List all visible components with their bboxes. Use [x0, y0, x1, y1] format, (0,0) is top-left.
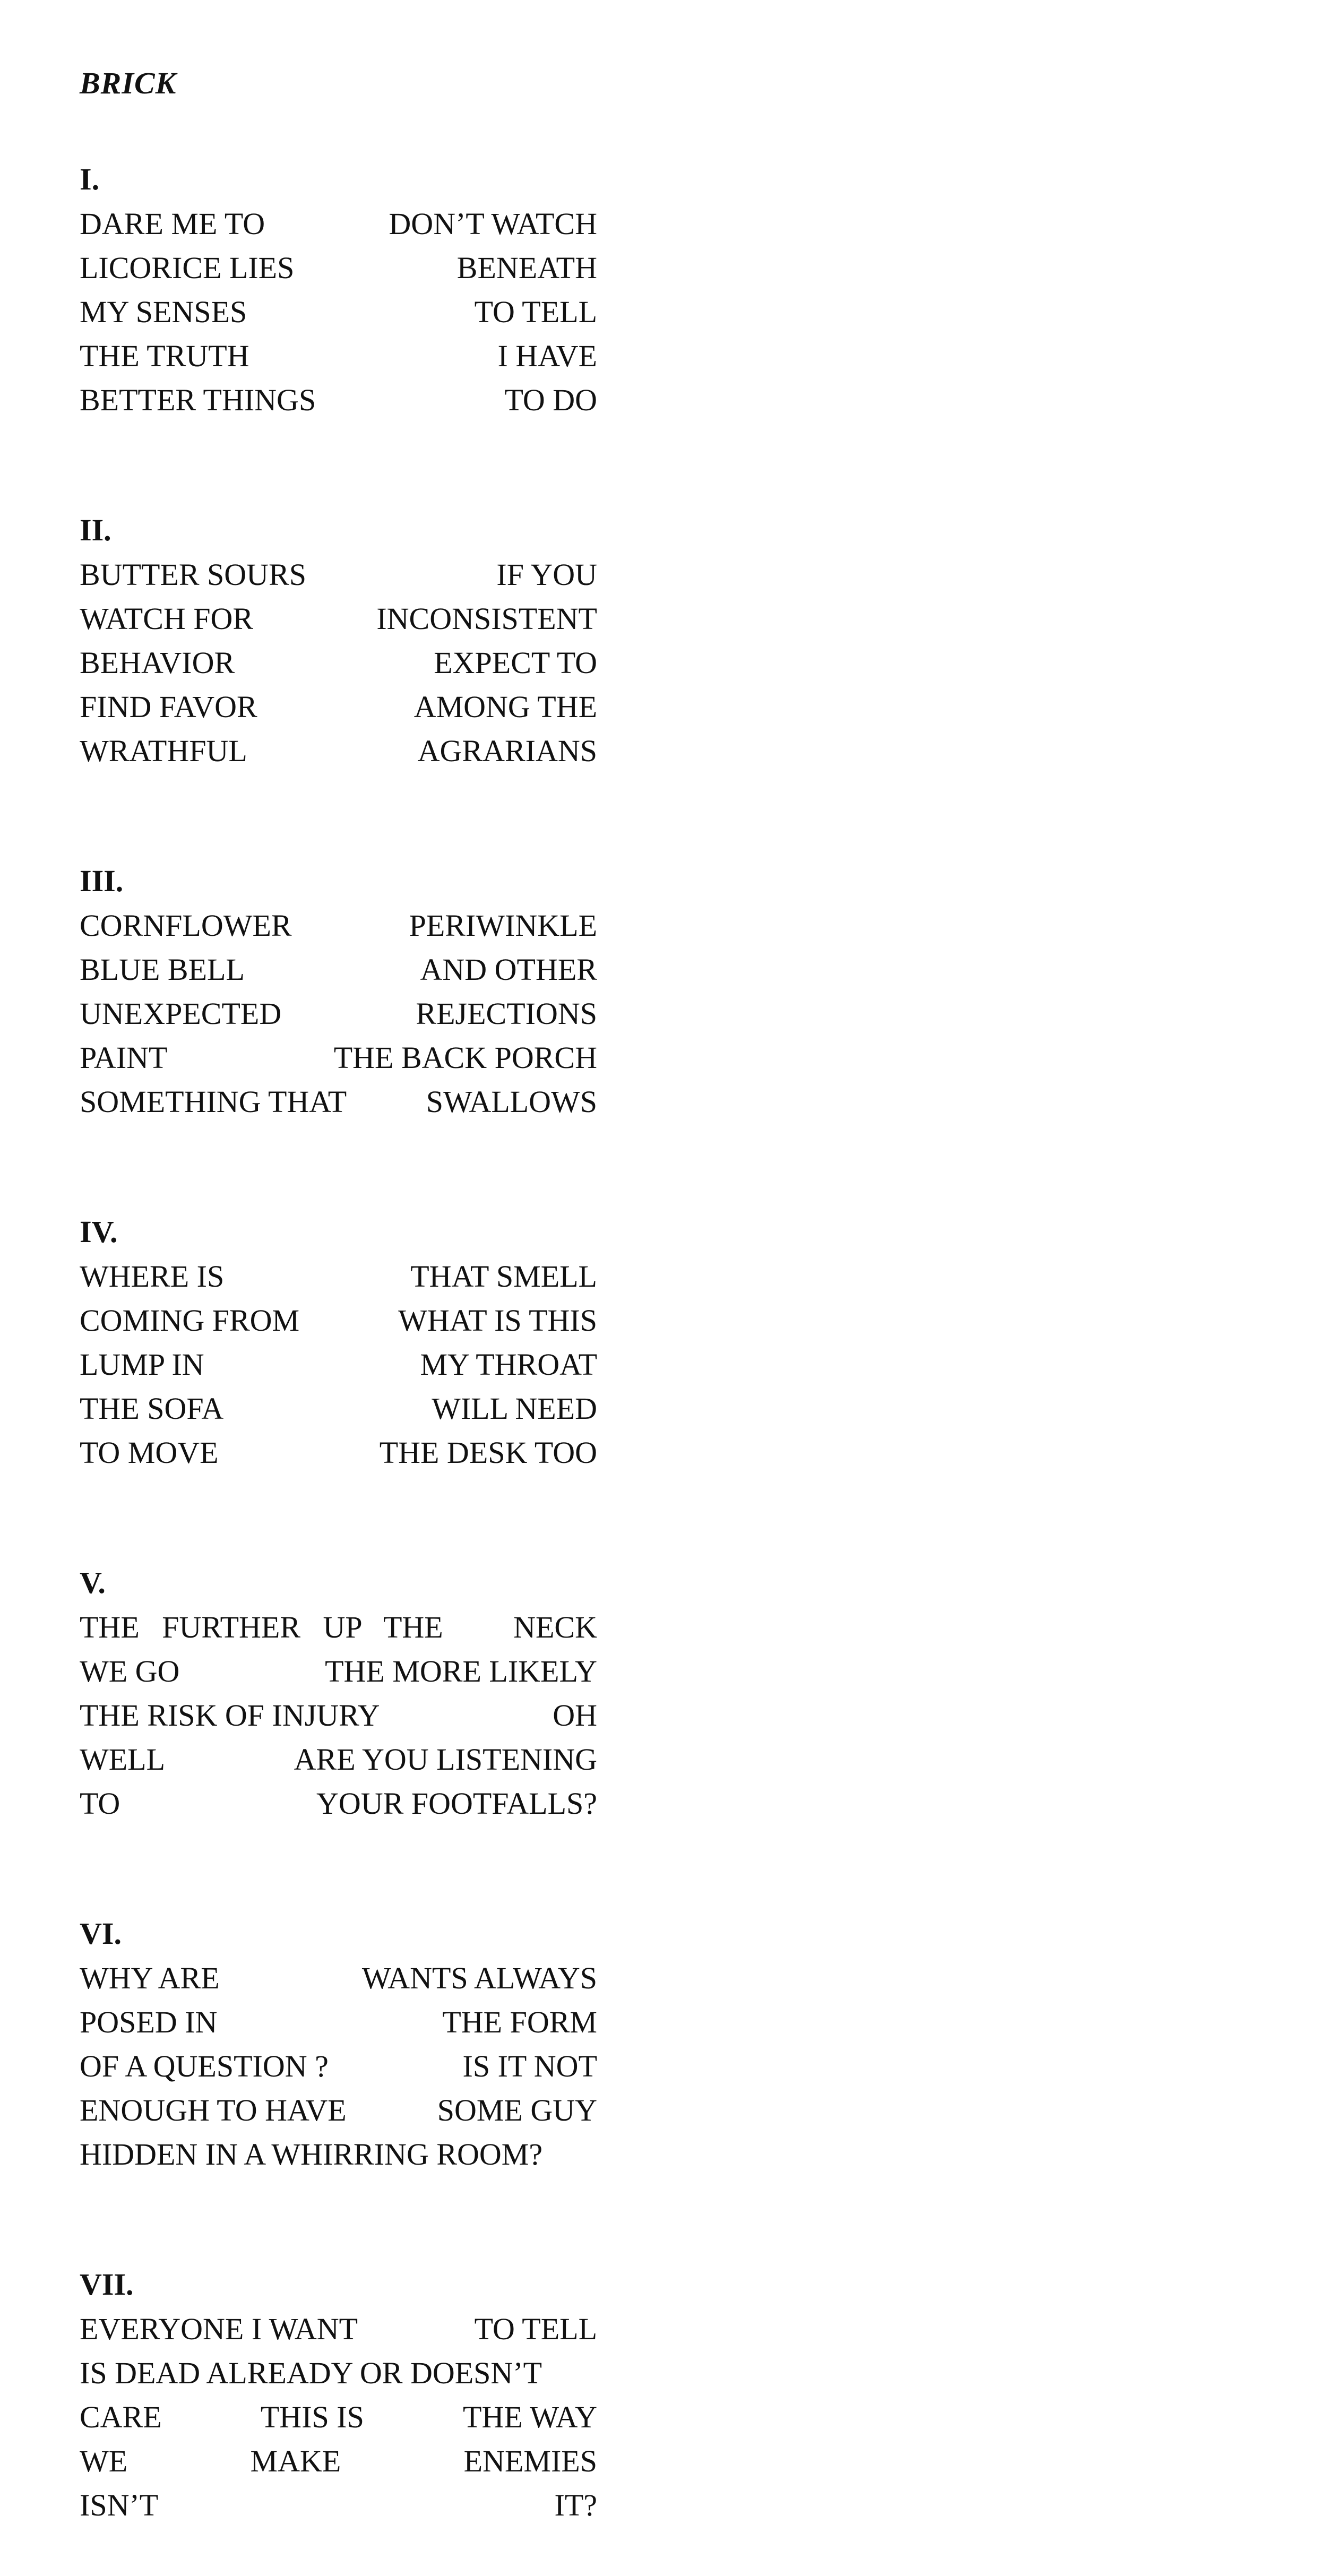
- line-right: WANTS ALWAYS: [361, 1961, 597, 1995]
- poem-line: [80, 1649, 597, 1693]
- line-right: AMONG THE: [413, 690, 597, 724]
- line-left: ENOUGH TO HAVE: [80, 2093, 347, 2127]
- line-left: TO: [80, 1786, 120, 1821]
- stanza-numeral: III.: [80, 864, 124, 898]
- line-left: THE FURTHER UP THE: [80, 1610, 443, 1644]
- line-right: AND OTHER: [420, 952, 597, 987]
- line-right: MY THROAT: [420, 1347, 597, 1382]
- line-right: THAT SMELL: [410, 1259, 597, 1294]
- line-left: EVERYONE I WANT: [80, 2312, 358, 2346]
- poem-line: [80, 1431, 597, 1475]
- line-right: YOUR FOOTFALLS?: [316, 1786, 597, 1821]
- stanza-numeral: V.: [80, 1565, 106, 1600]
- line-left: WELL: [80, 1742, 166, 1777]
- poem-line: [80, 2439, 597, 2483]
- poem-line: [80, 378, 597, 422]
- poem-line: [80, 1781, 597, 1825]
- poem-line: [80, 903, 597, 947]
- line-right: AGRARIANS: [417, 734, 597, 768]
- line-left: LICORICE LIES: [80, 251, 295, 285]
- poem-line: [80, 1386, 597, 1431]
- line-left: UNEXPECTED: [80, 996, 282, 1031]
- poem-line: [80, 1036, 597, 1080]
- line-left: COMING FROM: [80, 1303, 300, 1338]
- line-right: NECK: [513, 1610, 597, 1644]
- line-right: THE DESK TOO: [379, 1435, 597, 1470]
- poem-line: [80, 729, 597, 773]
- poem-line: [80, 1342, 597, 1386]
- line-right: IT?: [554, 2488, 597, 2522]
- poem-line: [80, 1737, 597, 1781]
- stanza-5: [80, 1561, 597, 1825]
- line-right: WHAT IS THIS: [398, 1303, 597, 1338]
- line-right: PERIWINKLE: [409, 908, 597, 943]
- line-left: CORNFLOWER: [80, 908, 292, 943]
- line-right: TO TELL: [474, 295, 597, 329]
- line-left: MY SENSES: [80, 295, 247, 329]
- poem-line: [80, 641, 597, 685]
- line-left: SOMETHING THAT: [80, 1084, 347, 1119]
- line-right: THE MORE LIKELY: [325, 1654, 597, 1688]
- stanza-7: [80, 2262, 597, 2527]
- poem-line: [80, 597, 597, 641]
- line-right: ARE YOU LISTENING: [294, 1742, 597, 1777]
- line-middle: MAKE: [250, 2444, 341, 2478]
- line-right: THE BACK PORCH: [333, 1040, 597, 1075]
- line-left: DARE ME TO: [80, 206, 265, 241]
- stanza-numeral: VII.: [80, 2267, 134, 2302]
- stanza-numeral: II.: [80, 513, 111, 547]
- line-left: POSED IN: [80, 2005, 218, 2039]
- poem-line: [80, 2088, 597, 2132]
- line-right: BENEATH: [456, 251, 597, 285]
- poem-line: [80, 947, 597, 992]
- poem-line: [80, 1080, 597, 1124]
- line-left: TO MOVE: [80, 1435, 219, 1470]
- line-right: IS IT NOT: [462, 2049, 597, 2083]
- poem-line: [80, 334, 597, 378]
- stanza-3: [80, 859, 597, 1124]
- line-left: WE: [80, 2444, 128, 2478]
- line-left: LUMP IN: [80, 1347, 204, 1382]
- poem-line: [80, 1254, 597, 1298]
- line-left: FIND FAVOR: [80, 690, 257, 724]
- line-left: WE GO: [80, 1654, 180, 1688]
- poem-line: [80, 992, 597, 1036]
- line-left: BEHAVIOR: [80, 645, 235, 680]
- line-left: BLUE BELL: [80, 952, 245, 987]
- poem-line: [80, 2483, 597, 2527]
- stanza-1: [80, 157, 597, 422]
- line-right: SOME GUY: [437, 2093, 597, 2127]
- line-right: TO TELL: [474, 2312, 597, 2346]
- poem-line: [80, 1956, 597, 2000]
- line-right: SWALLOWS: [426, 1084, 597, 1119]
- line-left: PAINT: [80, 1040, 168, 1075]
- line-left: WATCH FOR: [80, 601, 254, 636]
- poem-line: [80, 290, 597, 334]
- poem-line: [80, 2132, 597, 2176]
- line-right: TO DO: [504, 383, 597, 417]
- line-right: I HAVE: [497, 339, 597, 373]
- poem-line: [80, 1693, 597, 1737]
- line-right: WILL NEED: [432, 1391, 597, 1426]
- line-left: OF A QUESTION ?: [80, 2049, 329, 2083]
- poem-line: [80, 2351, 597, 2395]
- poem-line: [80, 246, 597, 290]
- line-middle: THIS IS: [260, 2400, 364, 2434]
- line-right: INCONSISTENT: [376, 601, 597, 636]
- line-left: THE TRUTH: [80, 339, 249, 373]
- stanza-numeral: I.: [80, 162, 100, 196]
- line-left: BUTTER SOURS: [80, 557, 307, 592]
- line-left: IS DEAD ALREADY OR DOESN’T: [80, 2356, 542, 2390]
- line-left: CARE: [80, 2400, 162, 2434]
- poem-line: [80, 202, 597, 246]
- poem-line: [80, 2044, 597, 2088]
- line-left: HIDDEN IN A WHIRRING ROOM?: [80, 2137, 543, 2172]
- poem-line: [80, 1605, 597, 1649]
- poem-line: [80, 553, 597, 597]
- poem-line: [80, 2000, 597, 2044]
- line-left: BETTER THINGS: [80, 383, 316, 417]
- poem-line: [80, 2395, 597, 2439]
- stanza-numeral: VI.: [80, 1916, 122, 1951]
- poem-line: [80, 1298, 597, 1342]
- line-right: THE FORM: [442, 2005, 597, 2039]
- line-left: THE RISK OF INJURY: [80, 1698, 380, 1733]
- stanza-2: [80, 508, 597, 773]
- line-right: ENEMIES: [463, 2444, 597, 2478]
- line-right: OH: [553, 1698, 597, 1733]
- stanza-4: [80, 1210, 597, 1475]
- poem-line: [80, 2307, 597, 2351]
- line-right: DON’T WATCH: [389, 206, 597, 241]
- line-right: THE WAY: [463, 2400, 597, 2434]
- stanza-6: [80, 1911, 597, 2176]
- line-right: REJECTIONS: [416, 996, 597, 1031]
- stanza-numeral: IV.: [80, 1214, 118, 1249]
- line-left: THE SOFA: [80, 1391, 224, 1426]
- poem-line: [80, 685, 597, 729]
- line-left: WRATHFUL: [80, 734, 247, 768]
- line-right: EXPECT TO: [434, 645, 597, 680]
- line-left: WHY ARE: [80, 1961, 220, 1995]
- line-right: IF YOU: [496, 557, 597, 592]
- line-left: ISN’T: [80, 2488, 159, 2522]
- poem-title: BRICK: [80, 66, 177, 100]
- line-left: WHERE IS: [80, 1259, 225, 1294]
